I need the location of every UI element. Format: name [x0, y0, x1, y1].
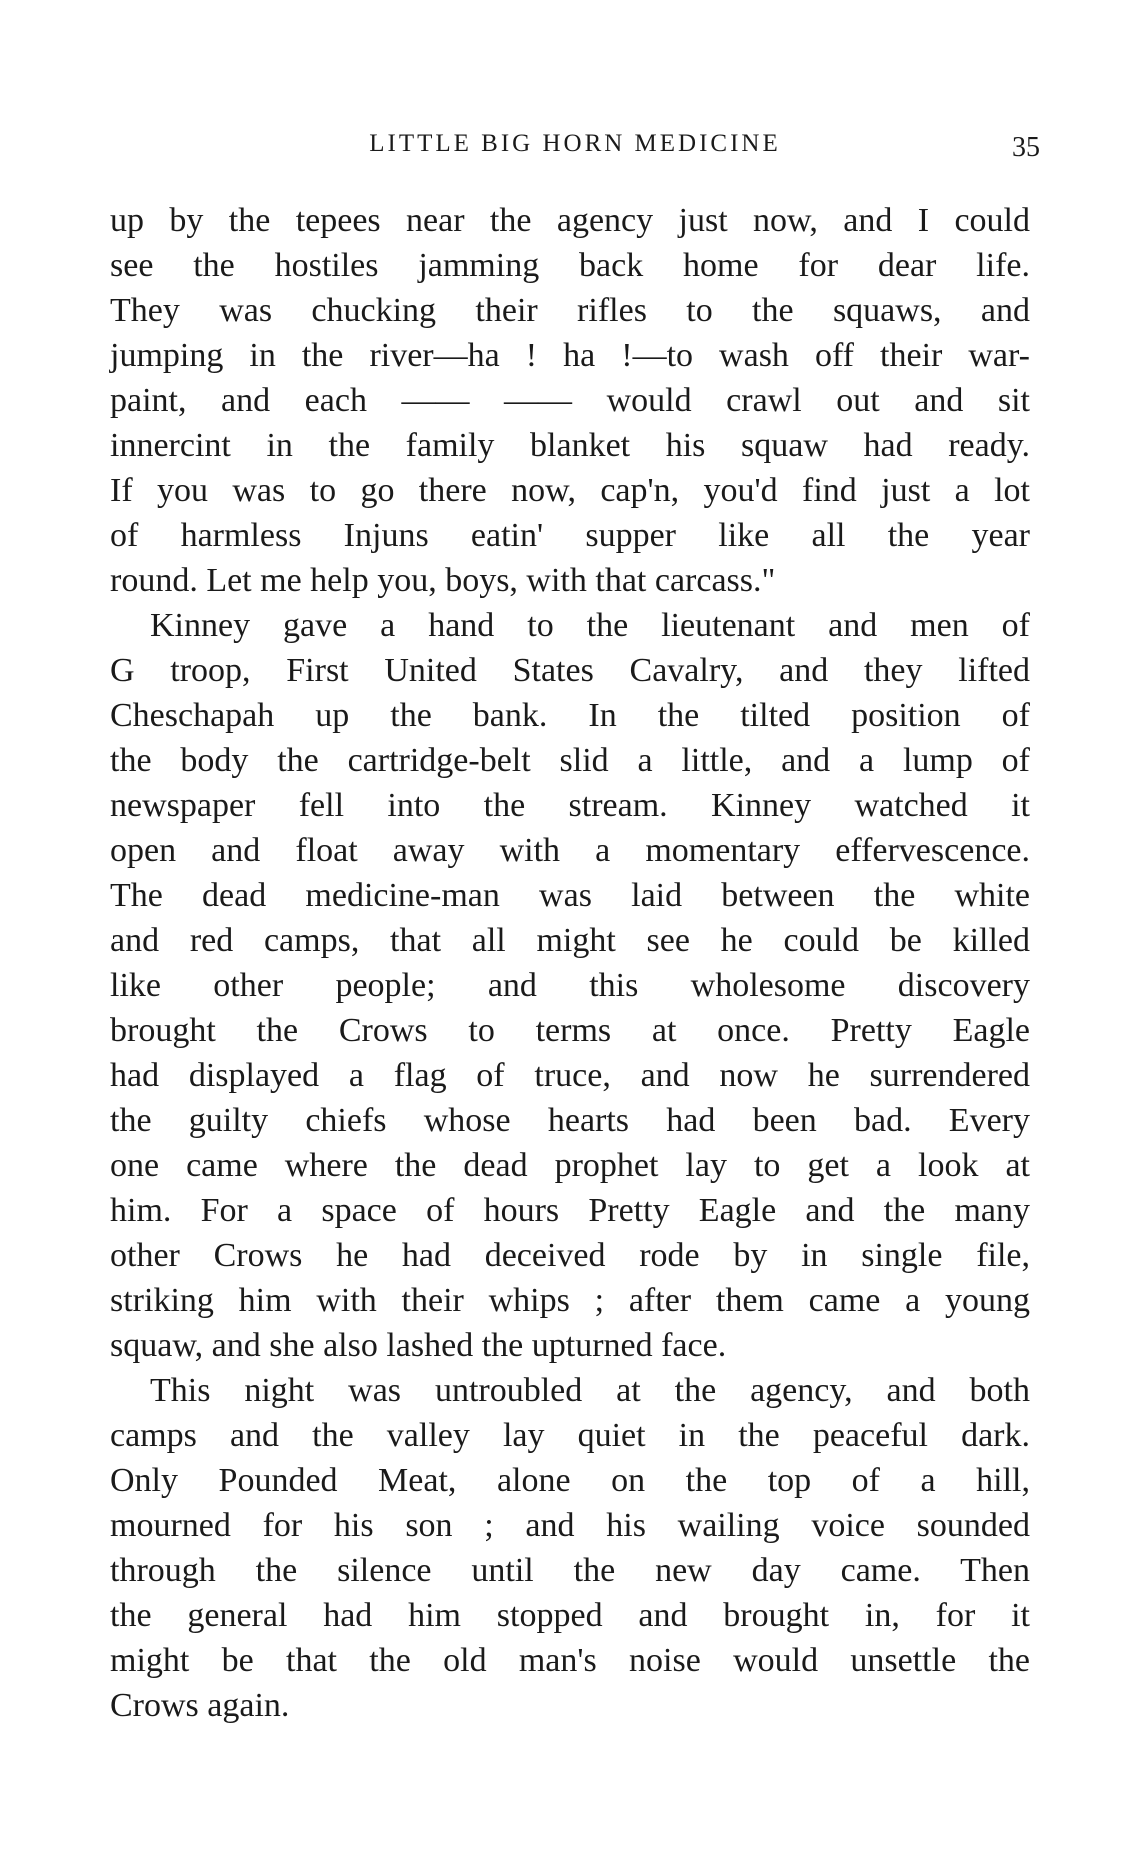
text-line: Crows again.: [110, 1687, 290, 1724]
text-line: like other people; and this wholesome discovery: [110, 967, 1030, 1004]
text-line: the general had him stopped and brought in, for it: [110, 1597, 1030, 1634]
text-line: Only Pounded Meat, alone on the top of a hill,: [110, 1462, 1030, 1499]
text-line: mourned for his son ; and his wailing voice sounded: [110, 1507, 1030, 1544]
text-line: through the silence until the new day came. Then: [110, 1552, 1030, 1589]
text-line: innercint in the family blanket his squaw had ready.: [110, 427, 1030, 464]
text-line: jumping in the river—ha ! ha !—to wash off their war-: [110, 337, 1030, 374]
page-number: 35: [1012, 132, 1040, 163]
running-title: LITTLE BIG HORN MEDICINE: [369, 130, 781, 157]
text-line: up by the tepees near the agency just now, and I could: [110, 202, 1030, 239]
text-line: had displayed a flag of truce, and now he surrendered: [110, 1057, 1030, 1094]
text-line: They was chucking their rifles to the squaws, and: [110, 292, 1030, 329]
text-line: paint, and each —— —— would crawl out and sit: [110, 382, 1030, 419]
text-line: might be that the old man's noise would unsettle the: [110, 1642, 1030, 1679]
text-line: newspaper fell into the stream. Kinney watched it: [110, 787, 1030, 824]
text-line: round. Let me help you, boys, with that carcass.": [110, 562, 776, 599]
text-line: The dead medicine-man was laid between the white: [110, 877, 1030, 914]
text-line: G troop, First United States Cavalry, and they lifted: [110, 652, 1030, 689]
text-line: the body the cartridge-belt slid a little, and a lump of: [110, 742, 1030, 779]
text-line: Kinney gave a hand to the lieutenant and men of: [150, 607, 1030, 644]
text-line: other Crows he had deceived rode by in single file,: [110, 1237, 1030, 1274]
body-text: [110, 198, 1030, 1728]
text-line: brought the Crows to terms at once. Pretty Eagle: [110, 1012, 1030, 1049]
text-line: striking him with their whips ; after them came a young: [110, 1282, 1030, 1319]
text-line: him. For a space of hours Pretty Eagle and the many: [110, 1192, 1030, 1229]
text-line: and red camps, that all might see he could be killed: [110, 922, 1030, 959]
text-line: see the hostiles jamming back home for dear life.: [110, 247, 1030, 284]
text-line: open and float away with a momentary effervescence.: [110, 832, 1030, 869]
text-line: camps and the valley lay quiet in the peaceful dark.: [110, 1417, 1030, 1454]
text-line: Cheschapah up the bank. In the tilted position of: [110, 697, 1030, 734]
page-header: [110, 124, 1040, 164]
text-line: squaw, and she also lashed the upturned face.: [110, 1327, 727, 1364]
text-line: the guilty chiefs whose hearts had been bad. Every: [110, 1102, 1030, 1139]
text-line: of harmless Injuns eatin' supper like all the year: [110, 517, 1030, 554]
text-line: If you was to go there now, cap'n, you'd find just a lot: [110, 472, 1030, 509]
text-line: one came where the dead prophet lay to get a look at: [110, 1147, 1030, 1184]
text-line: This night was untroubled at the agency, and both: [150, 1372, 1030, 1409]
